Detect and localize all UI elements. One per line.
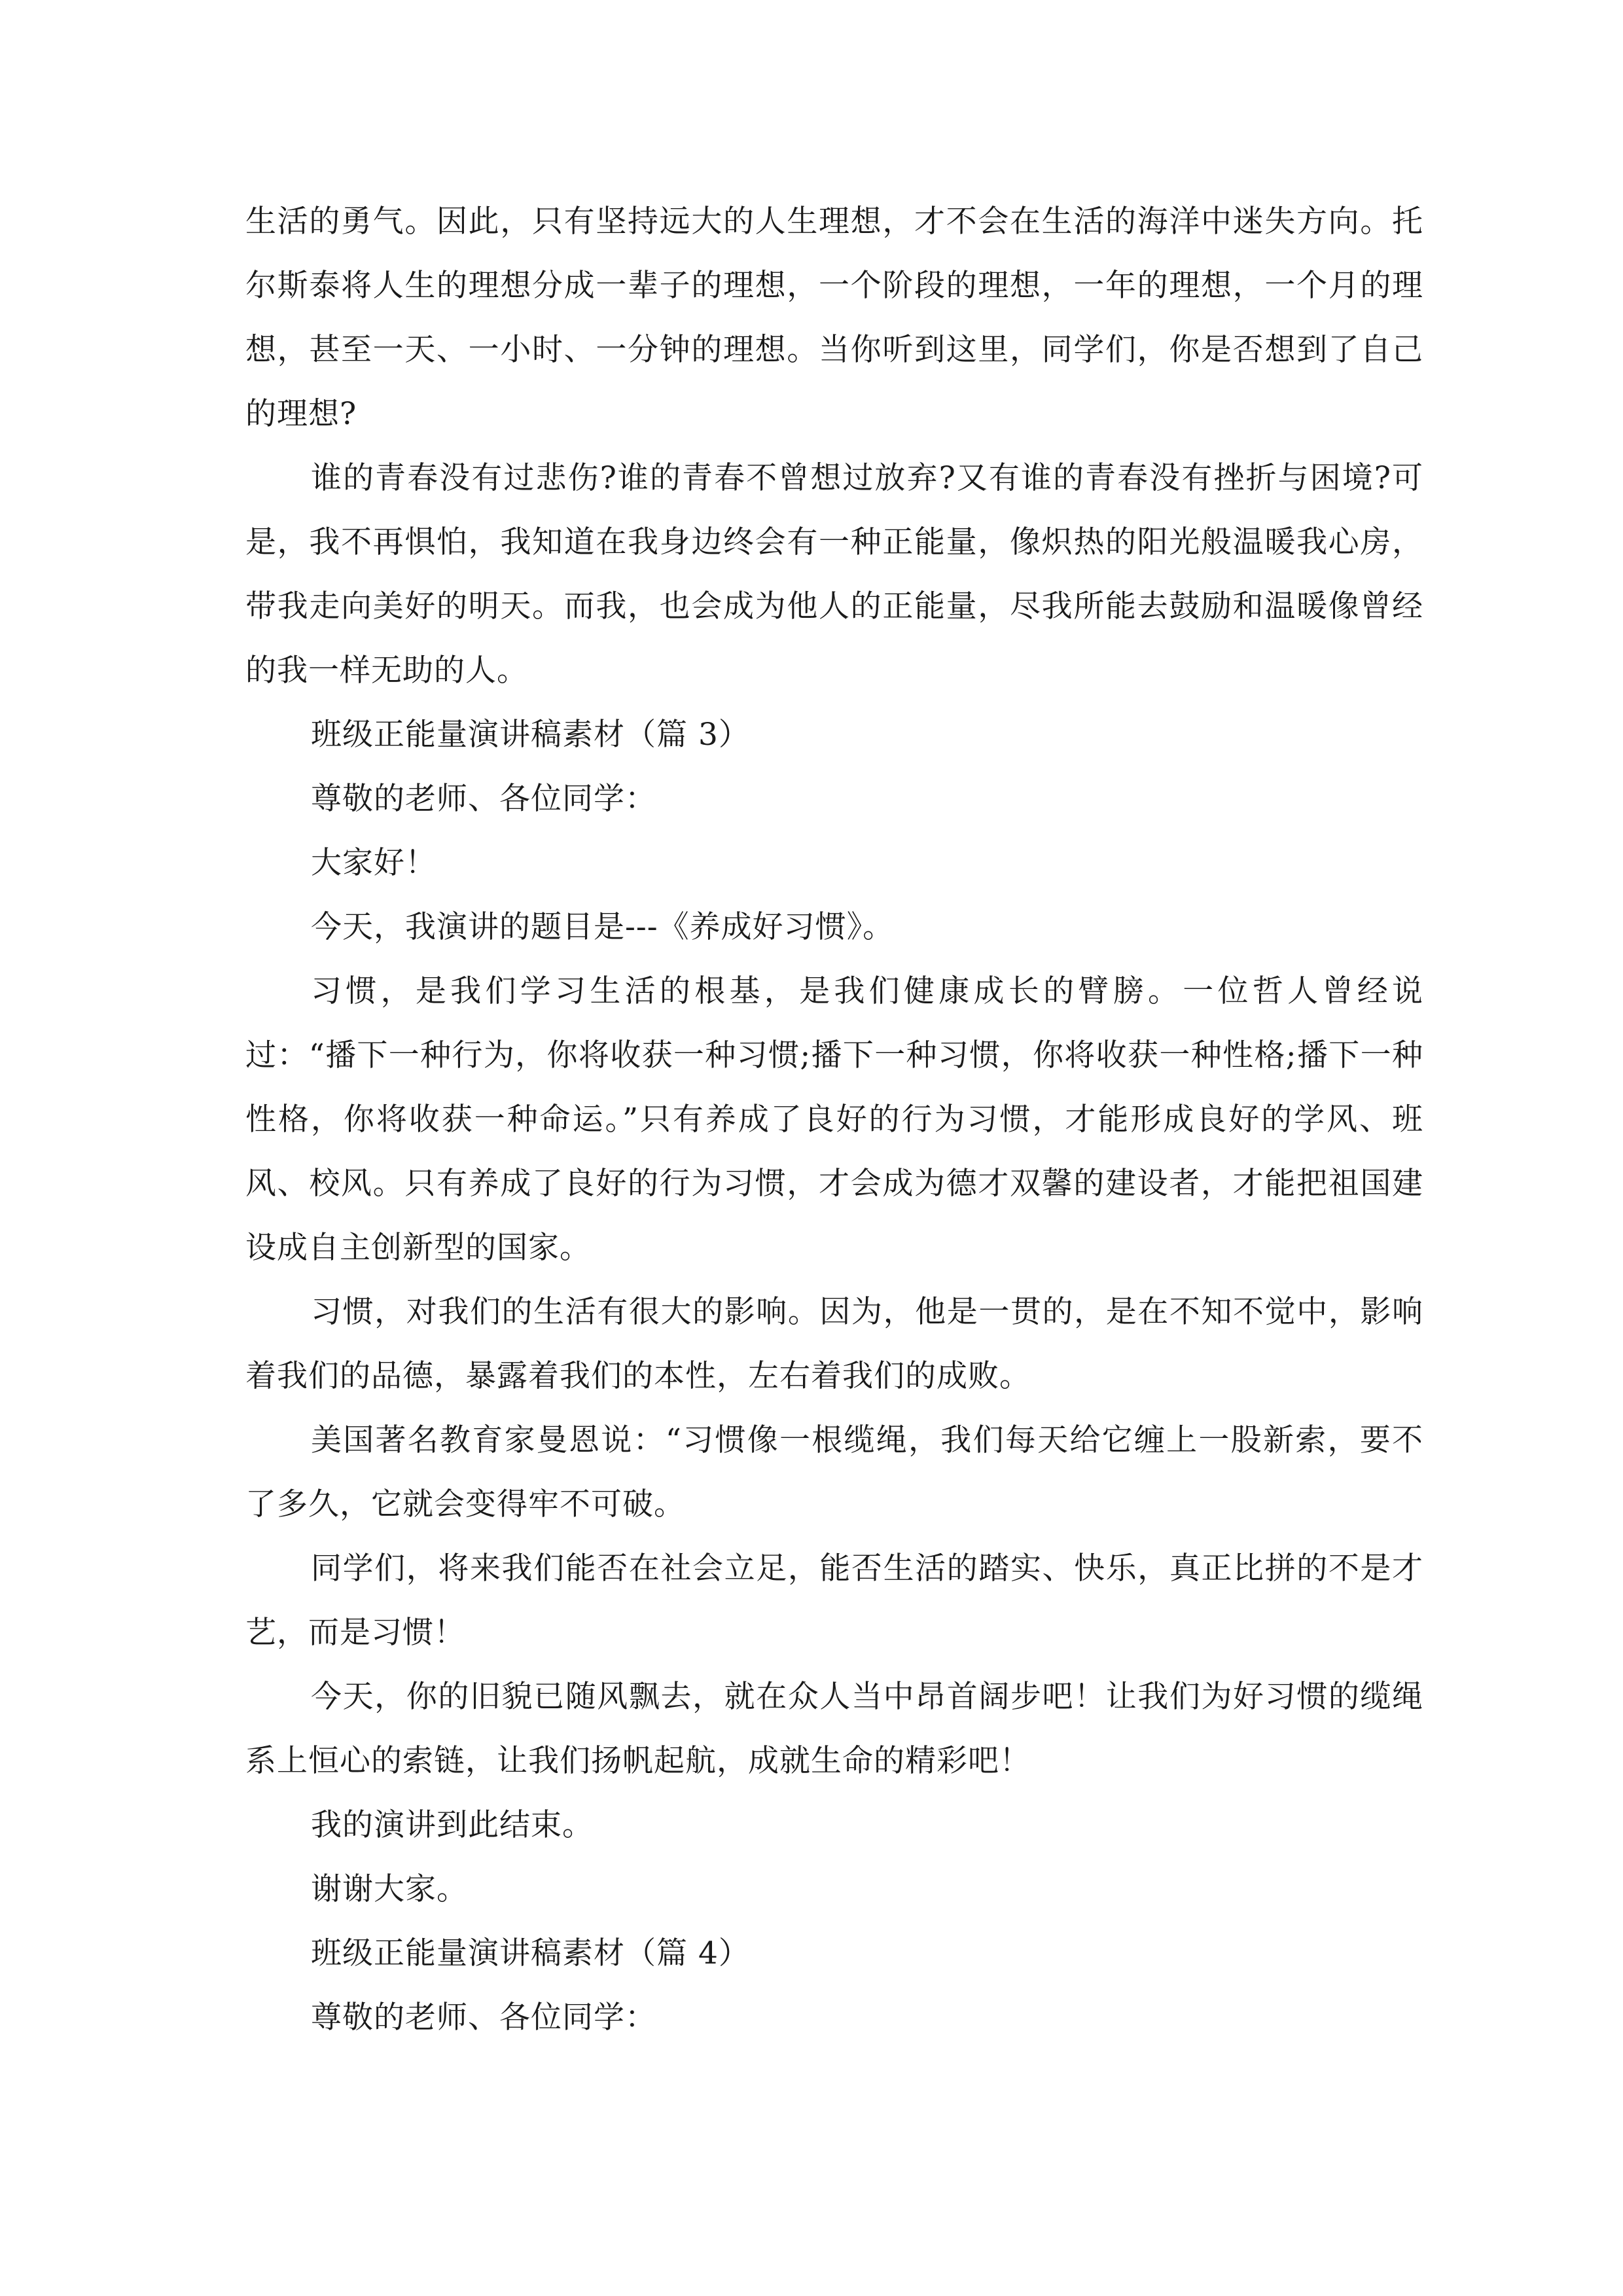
section-heading-3: 班级正能量演讲稿素材（篇 3） (311, 717, 750, 753)
greeting: 大家好！ (311, 845, 437, 881)
paragraph-mann-quote: 美国著名教育家曼恩说：“习惯像一根缆绳，我们每天给它缠上一股新索，要不了多久，它就会变得牢不可破。 (245, 1422, 1423, 1522)
salutation-2: 尊敬的老师、各位同学： (311, 2000, 656, 2036)
paragraph-1: 生活的勇气。因此，只有坚持远大的人生理想，才不会在生活的海洋中迷失方向。托尔斯泰将人生的理想分成一辈子的理想，一个阶段的理想，一年的理想，一个月的理想，甚至一天、一小时、一分钟的理想。当你听到这里，同学们，你是否想到了自己的理想? (245, 204, 1423, 432)
paragraph-habit-foundation: 习惯，是我们学习生活的根基，是我们健康成长的臂膀。一位哲人曾经说过：“播下一种行为，你将收获一种习惯;播下一种习惯，你将收获一种性格;播下一种性格，你将收获一种命运。”只有养成了良好的行为习惯，才能形成良好的学风、班风、校风。只有养成了良好的行为习惯，才会成为德才双馨的建设者，才能把祖国建设成自主创新型的国家。 (245, 973, 1423, 1266)
paragraph-habit-influence: 习惯，对我们的生活有很大的影响。因为，他是一贯的，是在不知不觉中，影响着我们的品德，暴露着我们的本性，左右着我们的成败。 (245, 1294, 1423, 1394)
thanks-line: 谢谢大家。 (311, 1871, 468, 1907)
document-body (245, 190, 1423, 2050)
salutation: 尊敬的老师、各位同学： (311, 781, 656, 817)
paragraph-2: 谁的青春没有过悲伤?谁的青春不曾想过放弃?又有谁的青春没有挫折与困境?可是，我不再惧怕，我知道在我身边终会有一种正能量，像炽热的阳光般温暖我心房，带我走向美好的明天。而我，也会成为他人的正能量，尽我所能去鼓励和温暖像曾经的我一样无助的人。 (245, 460, 1423, 689)
paragraph-classmates: 同学们，将来我们能否在社会立足，能否生活的踏实、快乐，真正比拼的不是才艺，而是习惯！ (245, 1551, 1423, 1651)
section-heading-4: 班级正能量演讲稿素材（篇 4） (311, 1935, 750, 1971)
closing-line: 我的演讲到此结束。 (311, 1807, 594, 1843)
speech-topic: 今天，我演讲的题目是---《养成好习惯》。 (311, 909, 895, 945)
paragraph-today: 今天，你的旧貌已随风飘去，就在众人当中昂首阔步吧！让我们为好习惯的缆绳系上恒心的索链，让我们扬帆起航，成就生命的精彩吧！ (245, 1679, 1423, 1779)
